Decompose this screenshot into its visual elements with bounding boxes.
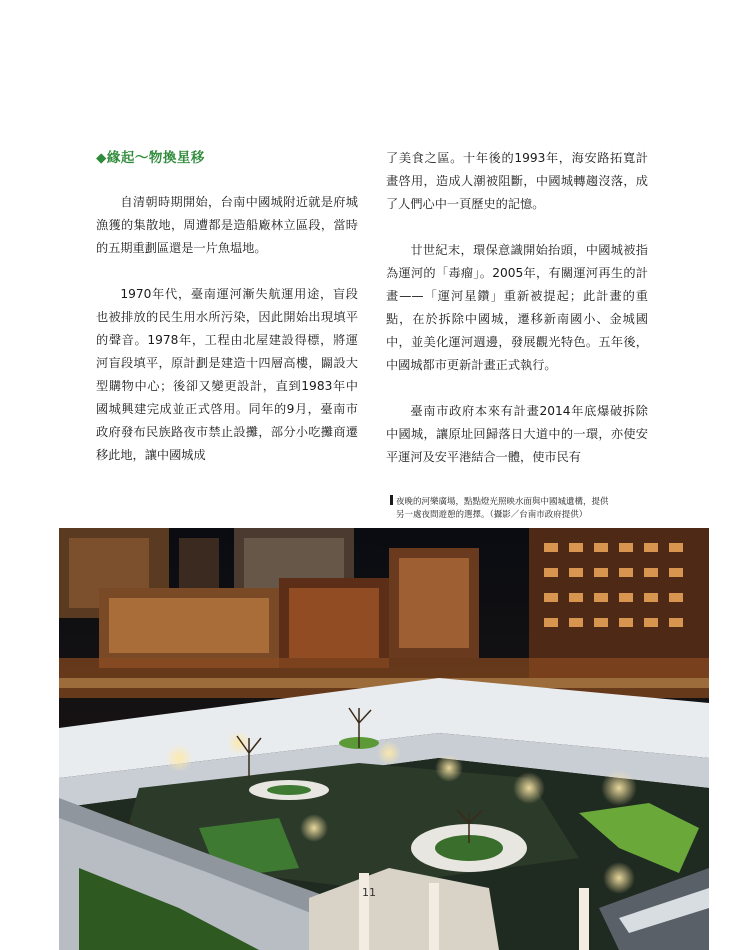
caption-line: 夜晚的河樂廣場，點點燈光照映水面與中國城遺構，提供 xyxy=(390,495,652,509)
photo-illustration xyxy=(59,528,709,950)
caption-marker xyxy=(390,495,393,505)
paragraph: 了美食之區。十年後的1993年，海安路拓寬計畫啓用，造成人潮被阻斷，中國城轉趨沒落，成了人們心中一頁歷史的記憶。 xyxy=(386,151,648,211)
paragraph: 1970年代，臺南運河漸失航運用途，盲段也被排放的民生用水所污染，因此開始出現填平的聲音。1978年，工程由北屋建設得標，將運河盲段填平，原計劃是建造十四層高樓，闢設大型購物中心；後卻又變更設計，直到1983年中國城興建完成並正式啓用。同年的9月，臺南市政府發布民族路夜市禁止設攤，部分小吃攤商遷移此地，讓中國城成 xyxy=(96,287,358,462)
page-number: 11 xyxy=(362,886,376,899)
night-plaza-photo xyxy=(59,528,709,950)
section-heading: ◆緣起～物換星移 xyxy=(96,150,205,166)
paragraph: 自清朝時期開始，台南中國城附近就是府城漁獲的集散地，周遭都是造船廠林立區段，當時的五期重劃區還是一片魚塭地。 xyxy=(96,195,358,255)
paragraph: 臺南市政府本來有計畫2014年底爆破拆除中國城，讓原址回歸落日大道中的一環，亦使安平運河及安平港結合一體，使市民有 xyxy=(386,404,648,464)
right-text-column xyxy=(386,147,648,492)
caption-line: 另一處夜間遊憩的選擇。（攝影／台南市政府提供） xyxy=(396,510,588,520)
paragraph: 廿世紀末，環保意識開始抬頭，中國城被指為運河的「毒瘤」。2005年，有關運河再生的計畫——「運河星鑽」重新被提起；此計畫的重點，在於拆除中國城，遷移新南國小、金城國中，並美化運河週邊，發展觀光特色。五年後，中國城都市更新計畫正式執行。 xyxy=(386,243,648,372)
left-text-column xyxy=(96,147,358,490)
photo-caption xyxy=(390,495,652,522)
